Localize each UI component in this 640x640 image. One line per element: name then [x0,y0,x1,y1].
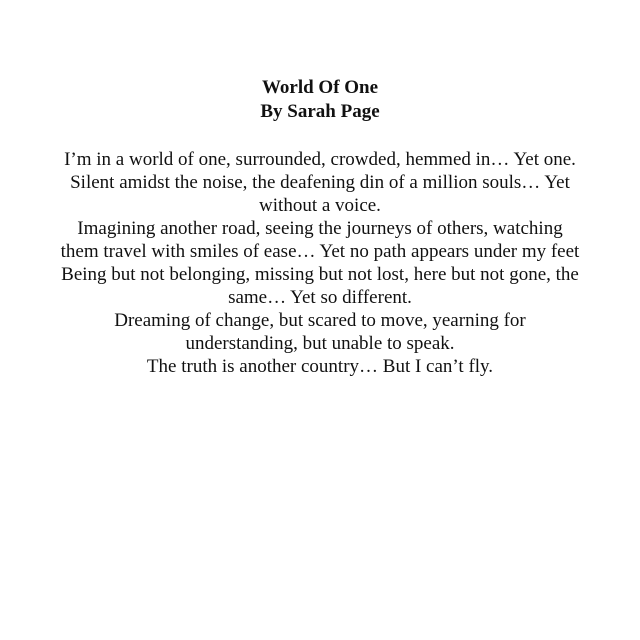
poem-author: By Sarah Page [260,101,380,122]
poem-line: I’m in a world of one, surrounded, crowded, hemmed in… Yet one. [64,149,576,170]
poem-line: Imagining another road, seeing the journeys of others, watching them travel with smiles of ease… Yet no path appears under my feet [60,218,580,262]
poem-body [60,148,580,378]
poem-line: Dreaming of change, but scared to move, yearning for understanding, but unable to speak. [114,310,526,354]
poem-line: The truth is another country… But I can’t fly. [146,356,494,377]
poem-page [60,76,580,378]
poem-line: Being but not belonging, missing but not lost, here but not gone, the same… Yet so different. [61,264,579,308]
poem-title: World Of One [261,77,379,98]
poem-line: Silent amidst the noise, the deafening din of a million souls… Yet without a voice. [70,172,570,216]
